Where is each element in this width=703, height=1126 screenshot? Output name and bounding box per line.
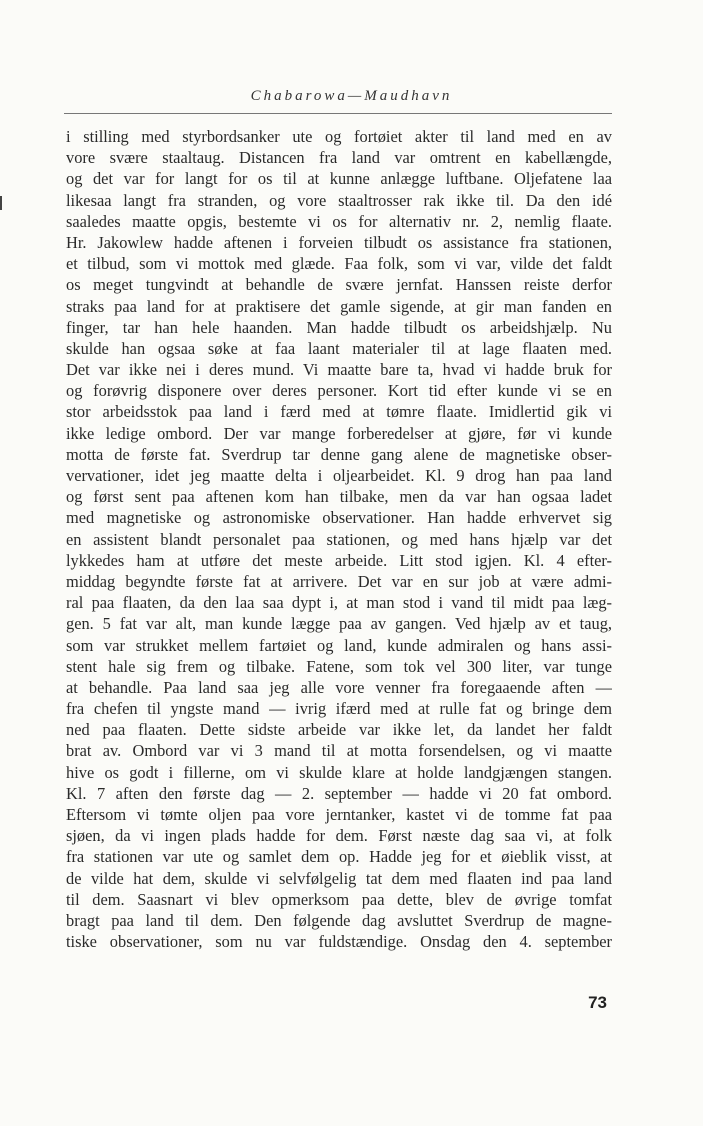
text-line: Det var ikke nei i deres mund. Vi maatte bare ta, hvad vi hadde bruk for <box>66 360 612 380</box>
text-line: en assistent blandt personalet paa stationen, og med hans hjælp var det <box>66 529 612 549</box>
text-line: og forøvrig disponere over deres personer. Kort tid efter kunde vi se en <box>66 381 612 401</box>
text-line: som var strukket mellem fartøiet og land, kunde admiralen og hans assi- <box>66 635 612 655</box>
text-line: vervationer, idet jeg maatte delta i oljearbeidet. Kl. 9 drog han paa land <box>66 466 612 485</box>
text-line: gen. 5 fat var alt, man kunde lægge paa av gangen. Ved hjælp av et taug, <box>66 614 612 634</box>
text-line: hive os godt i fillerne, om vi skulde klare at holde landgjængen stangen. <box>66 762 612 782</box>
text-line: finger, tar han hele haanden. Man hadde tilbudt os arbeidshjælp. Nu <box>66 317 612 337</box>
text-line: saaledes maatte opgis, bestemte vi os for alternativ nr. 2, nemlig flaate. <box>66 211 612 231</box>
text-line: ned paa flaaten. Dette sidste arbeide var ikke let, da landet her faldt <box>66 720 612 740</box>
text-line: likesaa langt fra stranden, og vore staaltrosser rak ikke til. Da den idé <box>66 190 612 210</box>
text-line: sjøen, da vi ingen plads hadde for dem. Først næste dag saa vi, at folk <box>66 826 612 846</box>
text-line: lykkedes ham at utføre det meste arbeide. Litt stod igjen. Kl. 4 efter- <box>66 550 612 570</box>
text-line: vore svære staaltaug. Distancen fra land var omtrent en kabellængde, <box>66 148 612 168</box>
page-number: 73 <box>588 993 607 1012</box>
text-line: i stilling med styrbordsanker ute og fortøiet akter til land med en av <box>66 127 612 146</box>
text-line: de vilde hat dem, skulde vi selvfølgelig tat dem med flaaten ind paa land <box>66 868 612 888</box>
text-line: tiske observationer, som nu var fuldstændige. Onsdag den 4. september <box>66 932 612 952</box>
text-line: ral paa flaaten, da den laa saa dypt i, at man stod i vand til midt paa læg- <box>66 593 612 613</box>
text-line: at behandle. Paa land saa jeg alle vore venner fra foregaaende aften — <box>66 677 612 697</box>
text-line: straks paa land for at praktisere det gamle sigende, at gir man fanden en <box>66 296 612 316</box>
text-line: skulde han ogsaa søke at faa laant materialer til at lage flaaten med. <box>66 338 612 358</box>
text-line: Kl. 7 aften den første dag — 2. september — hadde vi 20 fat ombord. <box>66 783 612 803</box>
text-line: og det var for langt for os til at kunne anlægge luftbane. Oljefatene laa <box>66 169 612 189</box>
text-line: Eftersom vi tømte oljen paa vore jerntanker, kastet vi de tomme fat paa <box>66 805 612 824</box>
header-rule <box>64 113 612 114</box>
text-line: stent hale sig frem og tilbake. Fatene, som tok vel 300 liter, var tunge <box>66 656 612 676</box>
text-line: os meget tungvindt at behandle de svære jernfat. Hanssen reiste derfor <box>66 275 612 295</box>
text-line: med magnetiske og astronomiske observationer. Han hadde erhvervet sig <box>66 508 612 528</box>
text-line: fra chefen til yngste mand — ivrig ifærd med at rulle fat og bringe dem <box>66 699 612 719</box>
text-line: stor arbeidsstok paa land i færd med at tømre flaate. Imidlertid gik vi <box>66 402 612 422</box>
text-line: ikke ledige ombord. Der var mange forberedelser at gjøre, før vi kunde <box>66 423 612 443</box>
scan-edge-mark <box>0 196 2 210</box>
text-line: til dem. Saasnart vi blev opmerksom paa dette, blev de øvrige tomfat <box>66 889 612 909</box>
text-line: og først sent paa aftenen kom han tilbake, men da var han ogsaa ladet <box>66 487 612 507</box>
text-line: motta de første fat. Sverdrup tar denne gang alene de magnetiske obser- <box>66 444 612 464</box>
body-text <box>66 126 612 952</box>
text-line: middag begyndte første fat at arrivere. Det var en sur job at være admi- <box>66 571 612 591</box>
text-line: bragt paa land til dem. Den følgende dag avsluttet Sverdrup de magne- <box>66 910 612 930</box>
text-line: brat av. Ombord var vi 3 mand til at motta forsendelsen, og vi maatte <box>66 741 612 761</box>
text-line: et tilbud, som vi mottok med glæde. Faa folk, som vi var, vilde det faldt <box>66 254 612 274</box>
running-head: Chabarowa—Maudhavn <box>250 88 453 104</box>
text-line: fra stationen var ute og samlet dem op. Hadde jeg for et øieblik visst, at <box>66 847 612 867</box>
text-line: Hr. Jakowlew hadde aftenen i forveien tilbudt os assistance fra stationen, <box>66 232 612 252</box>
